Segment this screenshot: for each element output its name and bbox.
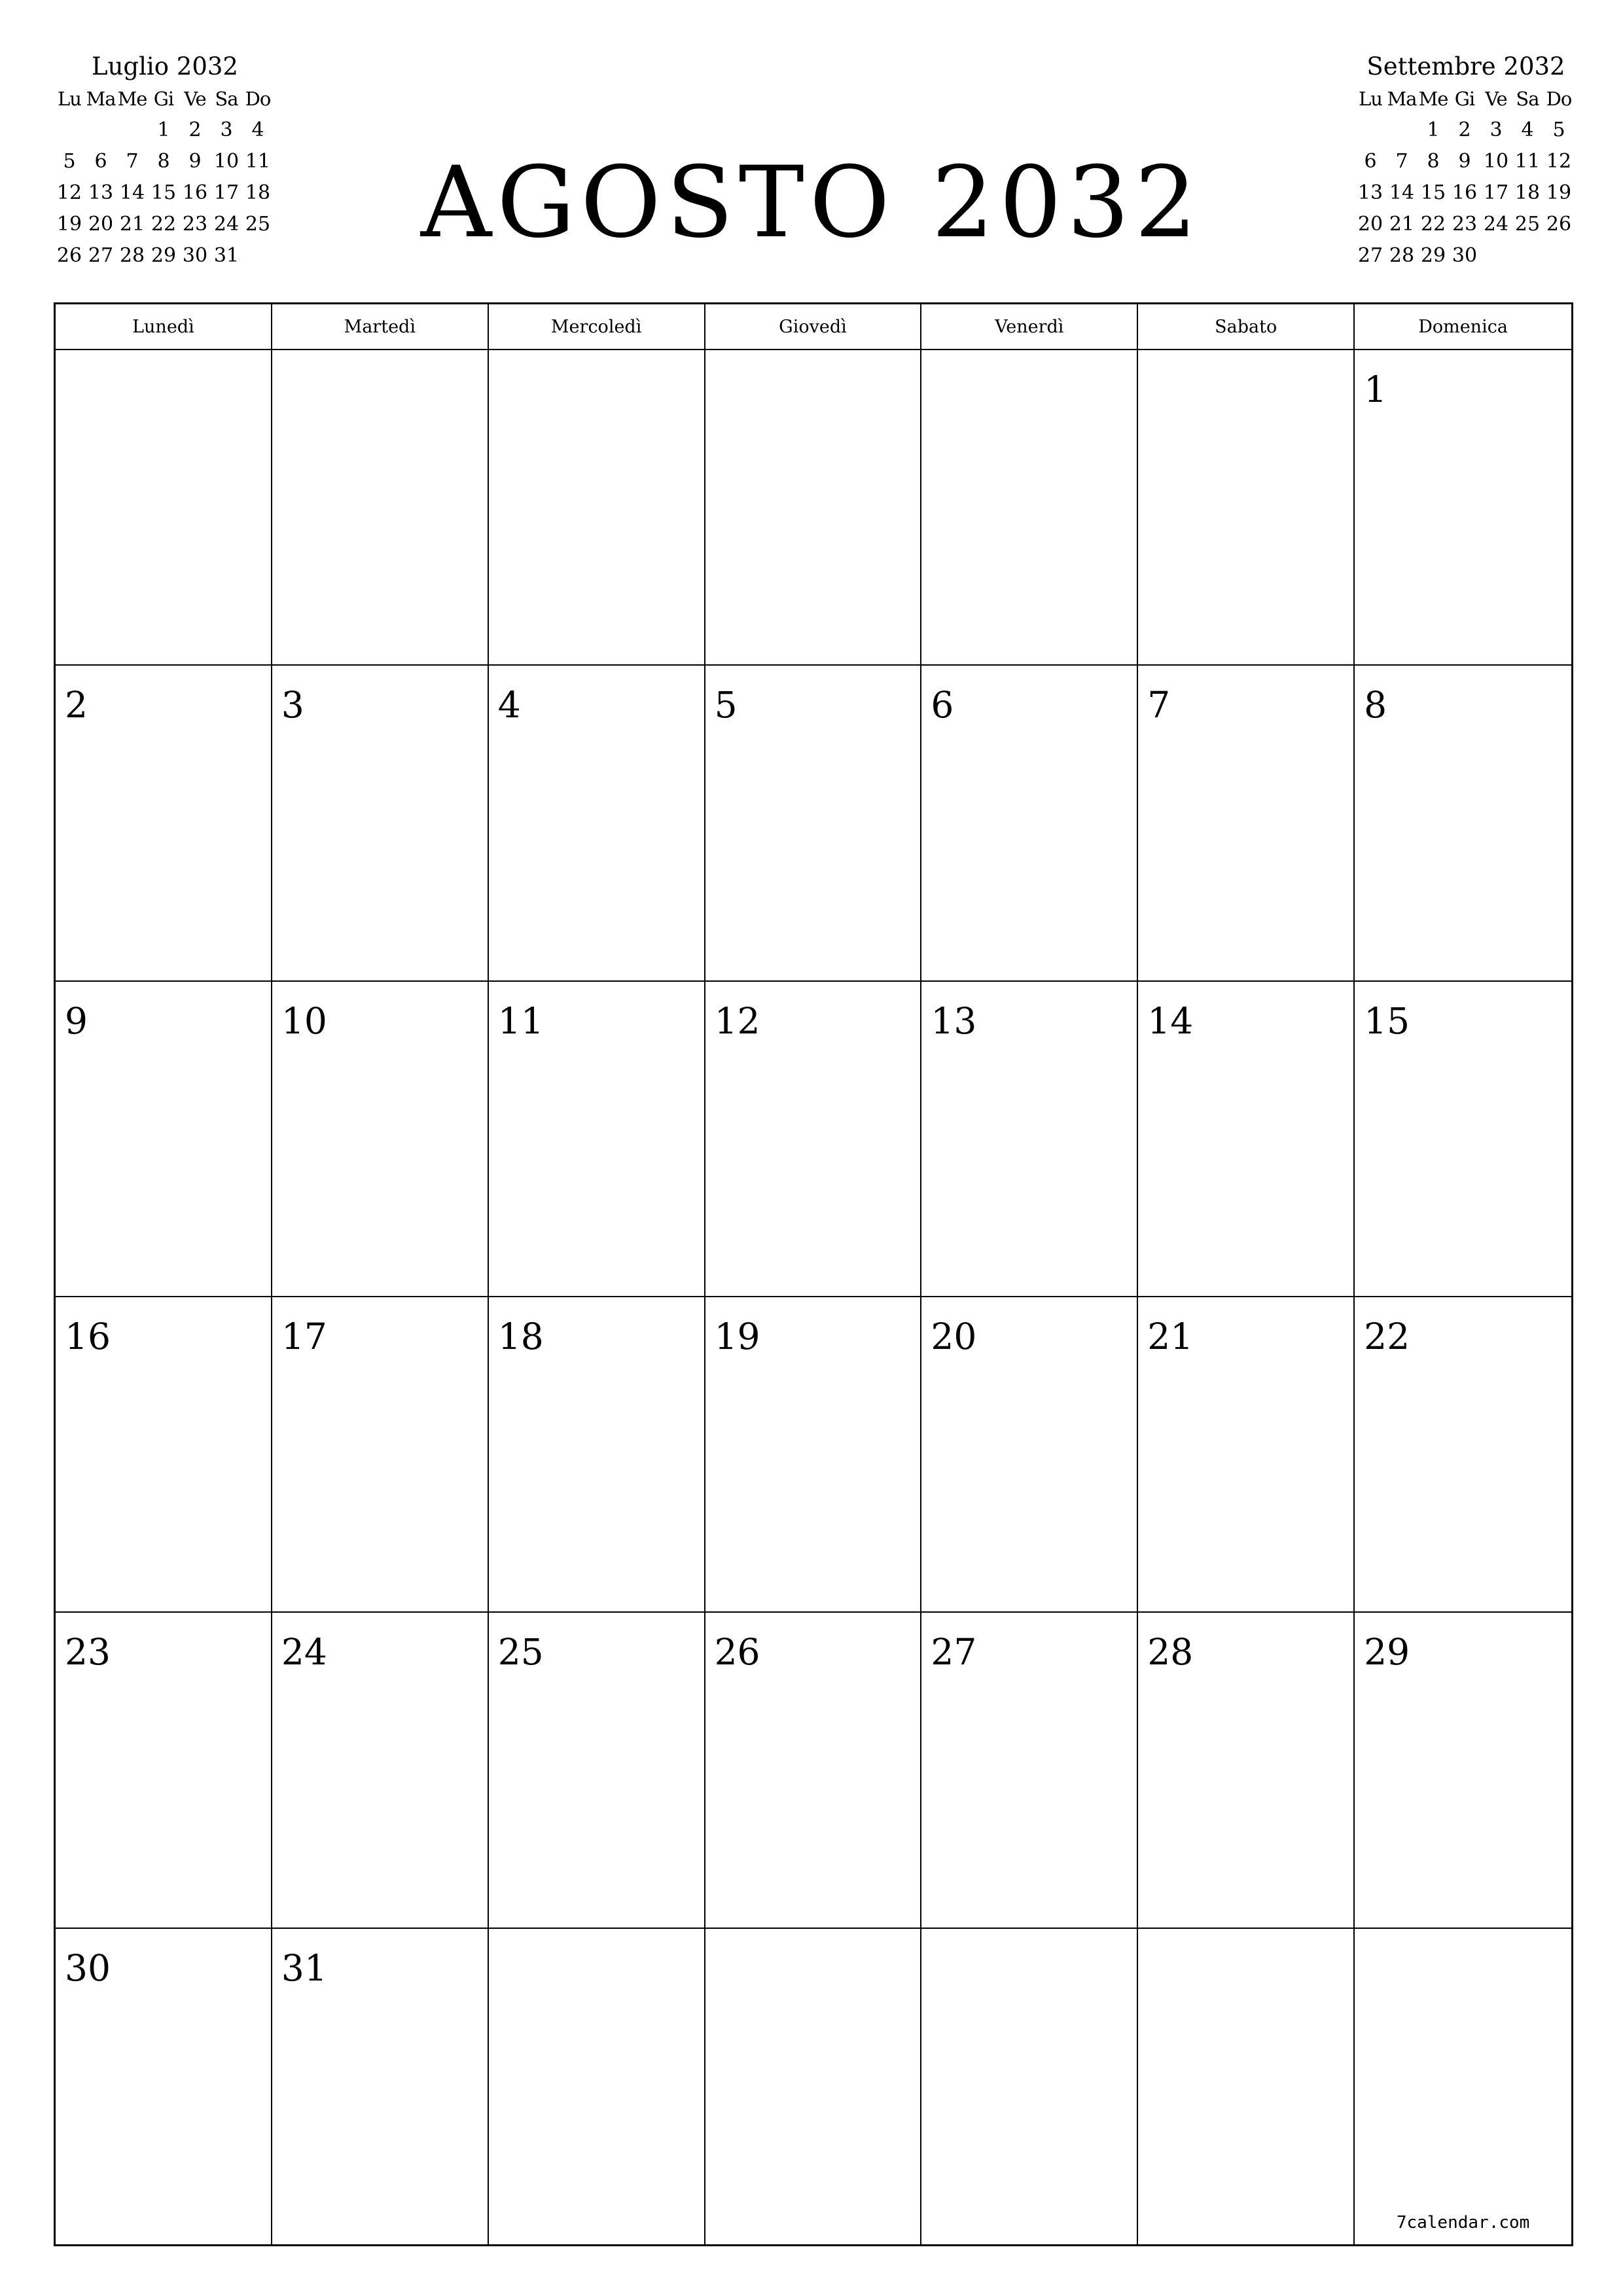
weekday-header: Sabato (1138, 304, 1355, 350)
mini-day: 22 (151, 213, 177, 236)
mini-weekday-head: Do (245, 88, 271, 110)
mini-day: 2 (188, 118, 202, 141)
weekday-header: Martedì (272, 304, 489, 350)
mini-day: 27 (1357, 244, 1383, 267)
day-number: 13 (931, 999, 977, 1042)
day-cell[interactable] (272, 982, 489, 1297)
day-number: 29 (1364, 1631, 1410, 1674)
mini-day: 26 (56, 244, 82, 267)
mini-day: 22 (1420, 213, 1446, 236)
day-cell[interactable] (921, 350, 1138, 666)
mini-day: 19 (56, 213, 82, 236)
day-cell[interactable] (56, 1613, 272, 1928)
day-number: 11 (497, 999, 544, 1042)
mini-empty-cell (1386, 115, 1418, 146)
footer-credit: 7calendar.com (1396, 2213, 1530, 2233)
mini-day: 5 (1552, 118, 1565, 141)
day-cell[interactable] (489, 1929, 705, 2244)
mini-day: 20 (88, 213, 114, 236)
day-cell[interactable] (56, 666, 272, 981)
day-number: 1 (1364, 368, 1387, 410)
mini-calendar-next-title: Settembre 2032 (1366, 52, 1565, 81)
day-number: 25 (497, 1631, 544, 1674)
day-cell[interactable] (921, 666, 1138, 981)
mini-day: 31 (213, 244, 240, 267)
day-cell[interactable] (272, 666, 489, 981)
day-number: 10 (281, 999, 327, 1042)
mini-day: 8 (157, 150, 170, 173)
mini-weekday-head: Lu (1359, 88, 1382, 110)
mini-day: 15 (151, 181, 177, 204)
mini-day: 4 (1521, 118, 1534, 141)
day-number: 31 (281, 1946, 327, 1989)
weekday-header: Lunedì (56, 304, 272, 350)
mini-day: 27 (88, 244, 114, 267)
mini-day: 25 (1514, 213, 1541, 236)
mini-day: 7 (126, 150, 139, 173)
mini-weekday-head: Sa (1516, 88, 1539, 110)
day-number: 4 (497, 684, 521, 726)
day-number: 3 (281, 684, 304, 726)
day-number: 20 (931, 1316, 977, 1357)
day-number: 28 (1147, 1631, 1194, 1674)
mini-day: 4 (251, 118, 264, 141)
day-number: 7 (1147, 684, 1171, 726)
day-cell[interactable] (489, 1613, 705, 1928)
day-cell[interactable] (489, 350, 705, 666)
day-cell[interactable] (705, 350, 922, 666)
day-number: 30 (65, 1946, 111, 1989)
day-cell[interactable] (1138, 982, 1355, 1297)
mini-day: 28 (119, 244, 145, 267)
mini-day: 23 (1452, 213, 1478, 236)
day-cell[interactable] (56, 350, 272, 666)
mini-day: 17 (213, 181, 240, 204)
day-cell[interactable] (1355, 982, 1571, 1297)
day-cell[interactable] (705, 666, 922, 981)
page-title: AGOSTO 2032 (420, 146, 1203, 260)
day-number: 14 (1147, 999, 1194, 1042)
mini-day: 21 (1389, 213, 1415, 236)
mini-day: 8 (1427, 150, 1440, 173)
day-number: 26 (714, 1631, 760, 1674)
mini-weekday-head: Ve (184, 88, 206, 110)
mini-empty-cell (54, 115, 85, 146)
day-cell[interactable] (1138, 350, 1355, 666)
mini-day: 11 (245, 150, 271, 173)
mini-day: 14 (1389, 181, 1415, 204)
month-grid (54, 302, 1573, 2246)
day-cell[interactable] (56, 982, 272, 1297)
day-number: 6 (931, 684, 954, 726)
day-cell[interactable] (489, 1297, 705, 1613)
mini-calendar-prev-title: Luglio 2032 (92, 52, 238, 81)
day-cell[interactable] (1138, 1929, 1355, 2244)
day-number: 16 (65, 1316, 111, 1357)
day-number: 2 (65, 684, 88, 726)
mini-day: 13 (88, 181, 114, 204)
day-cell[interactable] (1138, 1297, 1355, 1613)
mini-day: 19 (1546, 181, 1572, 204)
mini-day: 24 (213, 213, 240, 236)
weekday-header: Venerdì (921, 304, 1138, 350)
mini-day: 18 (245, 181, 271, 204)
mini-weekday-head: Me (1418, 88, 1448, 110)
mini-day: 7 (1395, 150, 1408, 173)
day-cell[interactable] (1355, 1297, 1571, 1613)
day-cell[interactable] (1355, 350, 1571, 666)
mini-day: 23 (182, 213, 208, 236)
mini-day: 28 (1389, 244, 1415, 267)
mini-weekday-head: Me (117, 88, 147, 110)
day-cell[interactable] (705, 1929, 922, 2244)
day-number: 27 (931, 1631, 977, 1674)
day-number: 9 (65, 999, 88, 1042)
day-cell[interactable] (705, 1297, 922, 1613)
mini-day: 2 (1458, 118, 1471, 141)
day-cell[interactable] (489, 982, 705, 1297)
weekday-header: Giovedì (705, 304, 922, 350)
day-cell[interactable] (272, 1929, 489, 2244)
mini-weekday-head: Ma (86, 88, 116, 110)
mini-weekday-head: Do (1546, 88, 1572, 110)
mini-day: 12 (1546, 150, 1572, 173)
mini-day: 21 (119, 213, 145, 236)
mini-day: 12 (56, 181, 82, 204)
mini-day: 13 (1357, 181, 1383, 204)
day-cell[interactable] (272, 1613, 489, 1928)
mini-day: 24 (1483, 213, 1509, 236)
day-number: 5 (714, 684, 738, 726)
mini-day: 6 (1364, 150, 1377, 173)
day-cell[interactable] (272, 350, 489, 666)
mini-day: 10 (1483, 150, 1509, 173)
mini-day: 15 (1420, 181, 1446, 204)
mini-empty-cell (1355, 115, 1386, 146)
mini-calendar-next-grid (1355, 83, 1577, 272)
mini-day: 5 (63, 150, 76, 173)
day-cell[interactable] (921, 1929, 1138, 2244)
day-number: 23 (65, 1631, 111, 1674)
mini-weekday-head: Gi (153, 88, 174, 110)
mini-day: 20 (1357, 213, 1383, 236)
mini-day: 6 (94, 150, 107, 173)
mini-day: 9 (188, 150, 202, 173)
day-cell[interactable] (1138, 666, 1355, 981)
mini-day: 30 (1452, 244, 1478, 267)
mini-day: 14 (119, 181, 145, 204)
mini-day: 29 (1420, 244, 1446, 267)
mini-day: 18 (1514, 181, 1541, 204)
mini-day: 25 (245, 213, 271, 236)
day-number: 18 (497, 1316, 544, 1357)
mini-weekday-head: Gi (1454, 88, 1475, 110)
day-cell[interactable] (1355, 666, 1571, 981)
mini-weekday-head: Lu (58, 88, 81, 110)
weekday-header: Mercoledì (489, 304, 705, 350)
mini-weekday-head: Ve (1485, 88, 1507, 110)
day-cell[interactable] (921, 1613, 1138, 1928)
day-cell[interactable] (489, 666, 705, 981)
day-cell[interactable] (1355, 1613, 1571, 1928)
day-cell[interactable] (921, 982, 1138, 1297)
mini-weekday-head: Sa (215, 88, 238, 110)
day-number: 12 (714, 999, 760, 1042)
day-cell[interactable] (705, 982, 922, 1297)
day-number: 19 (714, 1316, 760, 1357)
mini-day: 26 (1546, 213, 1572, 236)
day-cell[interactable] (56, 1297, 272, 1613)
day-cell[interactable] (705, 1613, 922, 1928)
day-cell[interactable] (56, 1929, 272, 2244)
mini-day: 1 (157, 118, 170, 141)
mini-day: 17 (1483, 181, 1509, 204)
day-cell[interactable] (921, 1297, 1138, 1613)
mini-calendar-next (1355, 52, 1577, 272)
mini-day: 11 (1514, 150, 1541, 173)
day-cell[interactable] (1355, 1929, 1571, 2244)
mini-day: 3 (220, 118, 233, 141)
day-number: 21 (1147, 1316, 1194, 1357)
day-number: 24 (281, 1631, 327, 1674)
mini-day: 10 (213, 150, 240, 173)
mini-day: 3 (1489, 118, 1503, 141)
day-number: 17 (281, 1316, 327, 1357)
mini-day: 16 (1452, 181, 1478, 204)
mini-empty-cell (85, 115, 116, 146)
mini-day: 30 (182, 244, 208, 267)
mini-weekday-head: Ma (1387, 88, 1417, 110)
day-number: 22 (1364, 1316, 1410, 1357)
weekday-header: Domenica (1355, 304, 1571, 350)
day-number: 8 (1364, 684, 1387, 726)
mini-day: 9 (1458, 150, 1471, 173)
mini-day: 29 (151, 244, 177, 267)
day-cell[interactable] (272, 1297, 489, 1613)
mini-day: 16 (182, 181, 208, 204)
mini-empty-cell (116, 115, 148, 146)
mini-day: 1 (1427, 118, 1440, 141)
day-cell[interactable] (1138, 1613, 1355, 1928)
day-number: 15 (1364, 999, 1410, 1042)
